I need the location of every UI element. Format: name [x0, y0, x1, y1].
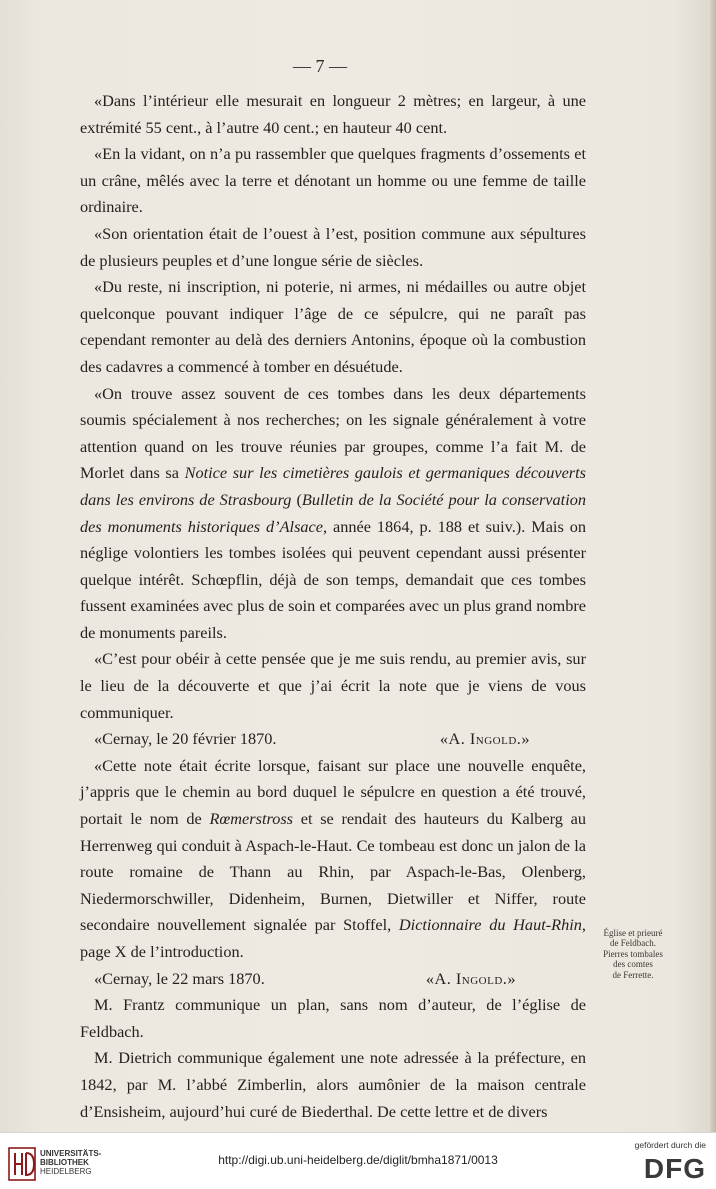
p5-bulletin-title: Bulletin de la Société pour la conservation des monuments historiques d’Alsace: [80, 489, 587, 536]
signature-2-author: «A. Ingold.»: [425, 968, 516, 988]
margin-note-line-1: Église et prieuré: [603, 928, 663, 938]
signature-1-author: «A. Ingold.»: [439, 729, 530, 749]
paragraph-3: «Son orientation était de l’ouest à l’est, position commune aux sépultures de plusieurs peuples et d’une longue série de siècles.: [80, 223, 586, 270]
page-edge: [710, 0, 716, 1132]
paragraph-4: «Du reste, ni inscription, ni poterie, ni armes, ni médailles ou autre objet quelconque pouvant indiquer l’âge de ce sépulcre, qui ne paraît pas cependant remonter au delà des derniers Antonins, époque où la combustion des cadavres a commencé à tomber en désuétude.: [80, 277, 586, 376]
p7-dictionnaire-title: Dictionnaire du Haut-Rhin: [398, 915, 582, 935]
page-number: — 7 —: [293, 56, 347, 76]
paragraph-1: «Dans l’intérieur elle mesurait en longueur 2 mètres; en largeur, à une extrémité 55 cent., à l’autre 40 cent.; en hauteur 40 cent.: [80, 91, 586, 137]
viewer-footer: [0, 1132, 716, 1189]
library-line-1: UNIVERSITÄTS-: [40, 1149, 102, 1158]
p5-text-c: , année 1864, p. 188 et suiv.). Mais on néglige volontiers les tombes isolées qui peuvent cependant aussi présenter quelque intérêt. Schœpflin, déjà de son temps, demandait que ces tombes fussent examinées avec plus de soin et comparées avec un plus grand nombre de monuments pareils.: [80, 516, 586, 642]
paragraph-9: M. Dietrich communique également une note adressée à la préfecture, en 1842, par M. l’abbé Zimberlin, alors aumônier de la maison centrale d’Ensisheim, aujourd’hui curé de Biederthal. De cette lettre et de divers: [80, 1048, 586, 1121]
p5-notice-title: Notice sur les cimetières gaulois et germaniques découverts dans les environs de Strasbourg: [80, 463, 586, 509]
paragraph-8: M. Frantz communique un plan, sans nom d’auteur, de l’église de Feldbach.: [80, 995, 586, 1041]
paragraph-2: «En la vidant, on n’a pu rassembler que quelques fragments d’ossements et un crâne, mêlés avec la terre et dénotant un homme ou une femme de taille ordinaire.: [80, 144, 586, 217]
library-line-3: HEIDELBERG: [40, 1167, 92, 1176]
paragraph-7: [80, 753, 586, 966]
library-line-2: BIBLIOTHEK: [40, 1158, 89, 1167]
p5-text-a: «On trouve assez souvent de ces tombes dans les deux départements soumis spécialement à nos recherches; on les signale généralement à votre attention quand on les trouve réunies par groupes, comme l’a fait M. de Morlet dans sa: [80, 383, 586, 483]
margin-note-line-3: Pierres tombales: [603, 948, 663, 959]
paragraph-5: [80, 381, 586, 647]
paragraph-6: «C’est pour obéir à cette pensée que je me suis rendu, au premier avis, sur le lieu de la découverte et que j’ai écrit la note que je viens de vous communiquer.: [80, 649, 586, 722]
funded-by-label: gefördert durch die: [634, 1140, 706, 1150]
signature-2: [80, 966, 586, 993]
signature-2-date: «Cernay, le 22 mars 1870.: [94, 968, 265, 988]
p7-text-c: , page X de l’introduction.: [80, 915, 586, 961]
permalink-url[interactable]: http://digi.ub.uni-heidelberg.de/diglit/bmha1871/0013: [218, 1153, 498, 1167]
margin-note-line-5: de Ferrette.: [612, 969, 654, 980]
margin-note-line-4: des comtes: [613, 959, 653, 970]
body-text: [80, 88, 586, 1125]
p7-text-b: et se rendait des hauteurs du Kalberg au Herrenweg qui conduit à Aspach-le-Haut. Ce tombeau est donc un jalon de la route romaine de Thann au Rhin, par Aspach-le-Bas, Olenberg, Niedermorschwiller, Didenheim, Burnen, Dietwiller et Niffer, route secondaire nouvellement signalée par Stoffel,: [80, 809, 587, 935]
signature-1: [80, 726, 586, 753]
margin-note: [593, 928, 673, 980]
p5-text-b: (: [291, 489, 302, 509]
margin-note-line-2: de Feldbach.: [610, 938, 656, 949]
signature-1-date: «Cernay, le 20 février 1870.: [94, 729, 277, 749]
p7-roemerstross: Rœmerstross: [209, 809, 294, 829]
p7-text-a: «Cette note était écrite lorsque, faisant sur place une nouvelle enquête, j’appris que le chemin au bord duquel le sépulcre en question a été trouvé, portait le nom de: [80, 755, 586, 829]
dfg-logo[interactable]: DFG: [643, 1153, 706, 1184]
